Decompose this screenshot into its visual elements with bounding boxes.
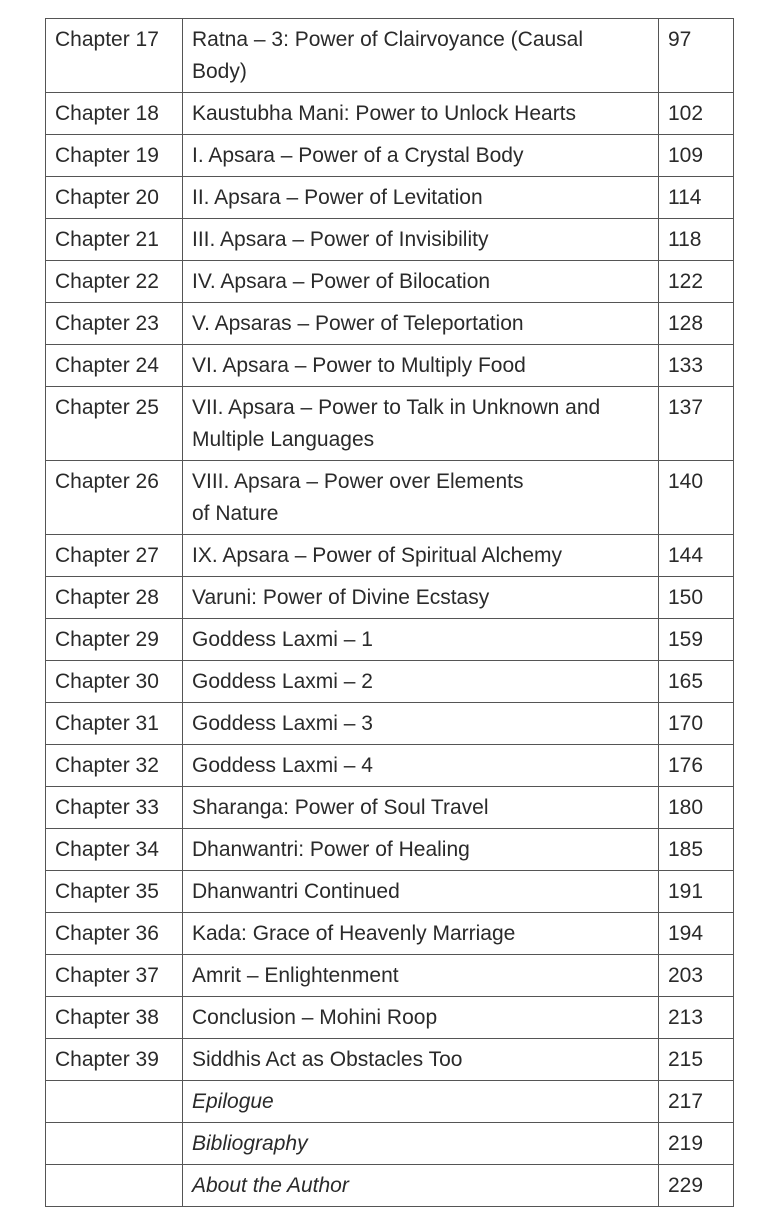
page-number: 118 (659, 219, 734, 261)
page-number: 213 (659, 997, 734, 1039)
chapter-title: Dhanwantri Continued (183, 871, 659, 913)
chapter-number: Chapter 17 (46, 19, 183, 93)
page-number: 128 (659, 303, 734, 345)
toc-row (46, 913, 734, 955)
chapter-number: Chapter 34 (46, 829, 183, 871)
chapter-number: Chapter 29 (46, 619, 183, 661)
page-number: 191 (659, 871, 734, 913)
toc-row (46, 93, 734, 135)
chapter-title: V. Apsaras – Power of Teleportation (183, 303, 659, 345)
chapter-title: I. Apsara – Power of a Crystal Body (183, 135, 659, 177)
chapter-title: Sharanga: Power of Soul Travel (183, 787, 659, 829)
chapter-number: Chapter 28 (46, 577, 183, 619)
chapter-number: Chapter 32 (46, 745, 183, 787)
chapter-number: Chapter 27 (46, 535, 183, 577)
toc-row (46, 461, 734, 535)
chapter-title: Siddhis Act as Obstacles Too (183, 1039, 659, 1081)
page-number: 170 (659, 703, 734, 745)
chapter-number (46, 1123, 183, 1165)
page-number: 219 (659, 1123, 734, 1165)
chapter-number: Chapter 20 (46, 177, 183, 219)
chapter-title: About the Author (183, 1165, 659, 1207)
chapter-number: Chapter 35 (46, 871, 183, 913)
chapter-title: VII. Apsara – Power to Talk in Unknown and Multiple Languages (183, 387, 659, 461)
toc-row (46, 829, 734, 871)
chapter-title: VI. Apsara – Power to Multiply Food (183, 345, 659, 387)
page-number: 109 (659, 135, 734, 177)
chapter-number: Chapter 23 (46, 303, 183, 345)
toc-row (46, 1081, 734, 1123)
toc-row (46, 997, 734, 1039)
chapter-number: Chapter 19 (46, 135, 183, 177)
chapter-number: Chapter 39 (46, 1039, 183, 1081)
toc-row (46, 303, 734, 345)
chapter-title: III. Apsara – Power of Invisibility (183, 219, 659, 261)
page-number: 144 (659, 535, 734, 577)
chapter-title: II. Apsara – Power of Levitation (183, 177, 659, 219)
chapter-number: Chapter 25 (46, 387, 183, 461)
page-number: 176 (659, 745, 734, 787)
chapter-title: Goddess Laxmi – 4 (183, 745, 659, 787)
chapter-number: Chapter 37 (46, 955, 183, 997)
toc-row (46, 261, 734, 303)
toc-row (46, 177, 734, 219)
chapter-title: Kaustubha Mani: Power to Unlock Hearts (183, 93, 659, 135)
toc-row (46, 387, 734, 461)
toc-row (46, 745, 734, 787)
page-number: 140 (659, 461, 734, 535)
chapter-number (46, 1165, 183, 1207)
page-number: 150 (659, 577, 734, 619)
page-number: 215 (659, 1039, 734, 1081)
chapter-number: Chapter 24 (46, 345, 183, 387)
chapter-title: Conclusion – Mohini Roop (183, 997, 659, 1039)
toc-row (46, 703, 734, 745)
page-number: 180 (659, 787, 734, 829)
chapter-title: VIII. Apsara – Power over Elements of Nature (183, 461, 659, 535)
chapter-title: IX. Apsara – Power of Spiritual Alchemy (183, 535, 659, 577)
chapter-title: Varuni: Power of Divine Ecstasy (183, 577, 659, 619)
toc-row (46, 19, 734, 93)
chapter-number: Chapter 31 (46, 703, 183, 745)
chapter-number: Chapter 26 (46, 461, 183, 535)
chapter-number: Chapter 18 (46, 93, 183, 135)
chapter-number: Chapter 30 (46, 661, 183, 703)
chapter-title: Epilogue (183, 1081, 659, 1123)
page-number: 217 (659, 1081, 734, 1123)
chapter-number: Chapter 38 (46, 997, 183, 1039)
page-number: 122 (659, 261, 734, 303)
chapter-title: IV. Apsara – Power of Bilocation (183, 261, 659, 303)
toc-row (46, 577, 734, 619)
toc-row (46, 661, 734, 703)
page-number: 137 (659, 387, 734, 461)
toc-row (46, 1123, 734, 1165)
chapter-number (46, 1081, 183, 1123)
page-number: 102 (659, 93, 734, 135)
page-number: 194 (659, 913, 734, 955)
page-number: 133 (659, 345, 734, 387)
toc-row (46, 871, 734, 913)
chapter-title: Amrit – Enlightenment (183, 955, 659, 997)
toc-row (46, 955, 734, 997)
toc-row (46, 219, 734, 261)
chapter-title: Bibliography (183, 1123, 659, 1165)
page-number: 97 (659, 19, 734, 93)
chapter-title: Goddess Laxmi – 1 (183, 619, 659, 661)
chapter-title: Goddess Laxmi – 2 (183, 661, 659, 703)
toc-row (46, 535, 734, 577)
chapter-title: Dhanwantri: Power of Healing (183, 829, 659, 871)
chapter-number: Chapter 36 (46, 913, 183, 955)
page-number: 229 (659, 1165, 734, 1207)
toc-row (46, 1165, 734, 1207)
toc-row (46, 345, 734, 387)
chapter-title: Goddess Laxmi – 3 (183, 703, 659, 745)
page-number: 203 (659, 955, 734, 997)
toc-body (46, 19, 734, 1207)
toc-row (46, 1039, 734, 1081)
page-number: 159 (659, 619, 734, 661)
chapter-title: Kada: Grace of Heavenly Marriage (183, 913, 659, 955)
table-of-contents (45, 18, 734, 1207)
chapter-number: Chapter 22 (46, 261, 183, 303)
toc-row (46, 787, 734, 829)
toc-row (46, 619, 734, 661)
chapter-number: Chapter 21 (46, 219, 183, 261)
page-number: 165 (659, 661, 734, 703)
page-number: 185 (659, 829, 734, 871)
chapter-number: Chapter 33 (46, 787, 183, 829)
toc-row (46, 135, 734, 177)
chapter-title: Ratna – 3: Power of Clairvoyance (Causal Body) (183, 19, 659, 93)
page-number: 114 (659, 177, 734, 219)
